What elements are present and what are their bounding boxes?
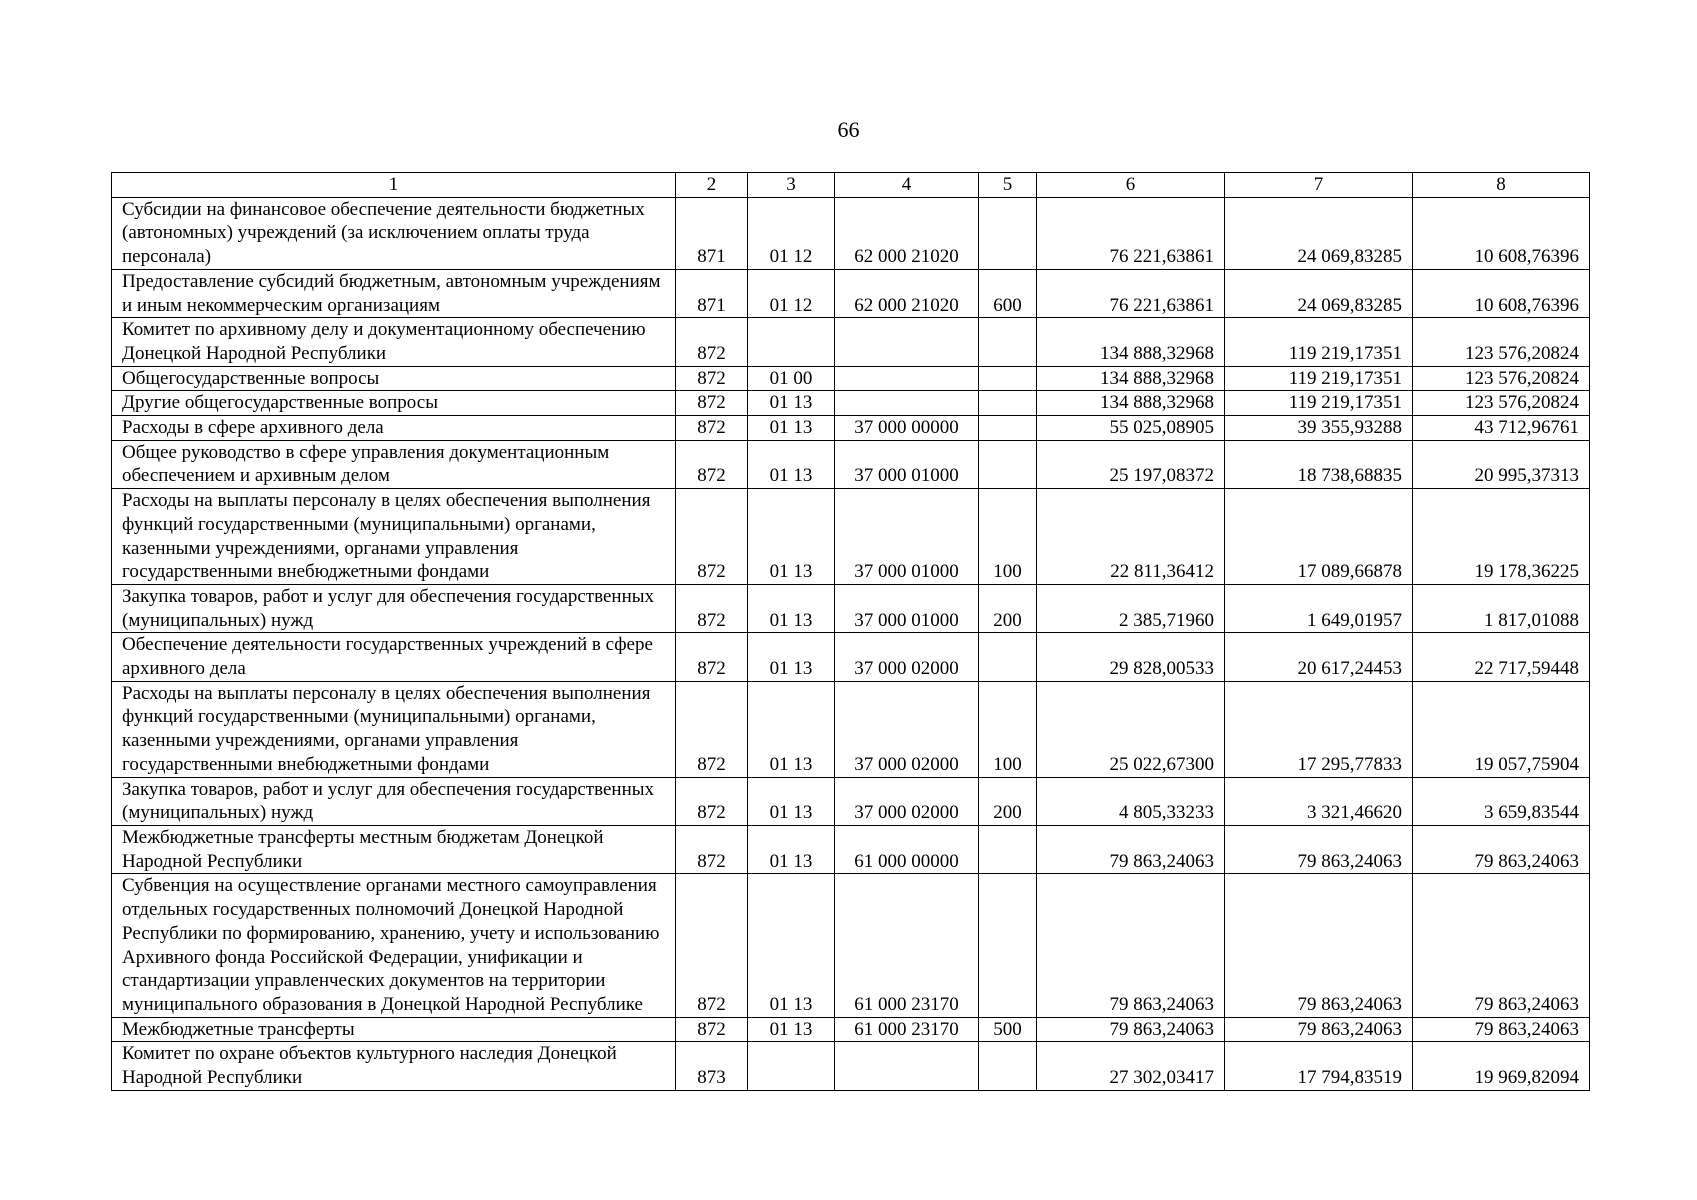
col8-cell: 10 608,76396 — [1413, 197, 1590, 269]
col4-cell: 37 000 02000 — [835, 633, 979, 681]
column-header: 7 — [1225, 173, 1413, 198]
col3-cell: 01 13 — [748, 489, 835, 585]
col7-cell: 24 069,83285 — [1225, 197, 1413, 269]
col6-cell: 134 888,32968 — [1037, 366, 1225, 391]
col2-cell: 872 — [676, 633, 748, 681]
row-name-cell: Расходы на выплаты персоналу в целях обеспечения выполнения функций государственными (муниципальными) органами, казенными учреждениями, органами управления государственными внебюджетными фондами — [112, 489, 676, 585]
col8-cell: 123 576,20824 — [1413, 318, 1590, 366]
col7-cell: 20 617,24453 — [1225, 633, 1413, 681]
col5-cell — [979, 633, 1037, 681]
col4-cell: 62 000 21020 — [835, 197, 979, 269]
row-name-cell: Комитет по архивному делу и документационному обеспечению Донецкой Народной Республики — [112, 318, 676, 366]
table-row — [112, 633, 1590, 681]
col8-cell: 3 659,83544 — [1413, 777, 1590, 825]
col7-cell: 39 355,93288 — [1225, 416, 1413, 441]
col5-cell: 200 — [979, 777, 1037, 825]
col4-cell: 62 000 21020 — [835, 269, 979, 317]
row-name-cell: Закупка товаров, работ и услуг для обеспечения государственных (муниципальных) нужд — [112, 584, 676, 632]
row-name-cell: Расходы в сфере архивного дела — [112, 416, 676, 441]
col8-cell: 20 995,37313 — [1413, 440, 1590, 488]
col7-cell: 17 794,83519 — [1225, 1042, 1413, 1090]
table-row — [112, 440, 1590, 488]
col8-cell: 19 178,36225 — [1413, 489, 1590, 585]
col4-cell: 37 000 02000 — [835, 681, 979, 777]
column-header: 3 — [748, 173, 835, 198]
col8-cell: 79 863,24063 — [1413, 1017, 1590, 1042]
col6-cell: 4 805,33233 — [1037, 777, 1225, 825]
col7-cell: 3 321,46620 — [1225, 777, 1413, 825]
col3-cell: 01 12 — [748, 269, 835, 317]
table-row — [112, 1042, 1590, 1090]
col2-cell: 872 — [676, 874, 748, 1017]
col2-cell: 871 — [676, 197, 748, 269]
col3-cell: 01 13 — [748, 681, 835, 777]
col3-cell: 01 13 — [748, 440, 835, 488]
col7-cell: 119 219,17351 — [1225, 318, 1413, 366]
col7-cell: 119 219,17351 — [1225, 391, 1413, 416]
col6-cell: 134 888,32968 — [1037, 391, 1225, 416]
table-row — [112, 269, 1590, 317]
col7-cell: 79 863,24063 — [1225, 825, 1413, 873]
col7-cell: 24 069,83285 — [1225, 269, 1413, 317]
col5-cell: 100 — [979, 681, 1037, 777]
col3-cell: 01 13 — [748, 633, 835, 681]
table-row — [112, 318, 1590, 366]
col4-cell: 37 000 00000 — [835, 416, 979, 441]
col5-cell — [979, 874, 1037, 1017]
col5-cell — [979, 416, 1037, 441]
col6-cell: 79 863,24063 — [1037, 825, 1225, 873]
table-row — [112, 777, 1590, 825]
col5-cell — [979, 366, 1037, 391]
col3-cell: 01 13 — [748, 777, 835, 825]
row-name-cell: Закупка товаров, работ и услуг для обеспечения государственных (муниципальных) нужд — [112, 777, 676, 825]
col3-cell: 01 13 — [748, 825, 835, 873]
table-row — [112, 1017, 1590, 1042]
budget-table — [111, 172, 1590, 1091]
col6-cell: 25 022,67300 — [1037, 681, 1225, 777]
col7-cell: 18 738,68835 — [1225, 440, 1413, 488]
col2-cell: 872 — [676, 489, 748, 585]
row-name-cell: Комитет по охране объектов культурного наследия Донецкой Народной Республики — [112, 1042, 676, 1090]
col4-cell: 37 000 01000 — [835, 440, 979, 488]
col5-cell — [979, 197, 1037, 269]
row-name-cell: Межбюджетные трансферты местным бюджетам Донецкой Народной Республики — [112, 825, 676, 873]
col2-cell: 872 — [676, 825, 748, 873]
col5-cell — [979, 1042, 1037, 1090]
table-body — [112, 197, 1590, 1090]
row-name-cell: Обеспечение деятельности государственных учреждений в сфере архивного дела — [112, 633, 676, 681]
row-name-cell: Субсидии на финансовое обеспечение деятельности бюджетных (автономных) учреждений (за исключением оплаты труда персонала) — [112, 197, 676, 269]
col2-cell: 872 — [676, 681, 748, 777]
table-row — [112, 416, 1590, 441]
col2-cell: 873 — [676, 1042, 748, 1090]
col6-cell: 22 811,36412 — [1037, 489, 1225, 585]
col6-cell: 76 221,63861 — [1037, 197, 1225, 269]
col6-cell: 79 863,24063 — [1037, 874, 1225, 1017]
row-name-cell: Межбюджетные трансферты — [112, 1017, 676, 1042]
col6-cell: 25 197,08372 — [1037, 440, 1225, 488]
col7-cell: 17 295,77833 — [1225, 681, 1413, 777]
col5-cell — [979, 825, 1037, 873]
col5-cell: 200 — [979, 584, 1037, 632]
row-name-cell: Субвенция на осуществление органами местного самоуправления отдельных государственных полномочий Донецкой Народной Республики по формированию, хранению, учету и использованию Архивного фонда Российской Федерации, унификации и стандартизации управленческих документов на территории муниципального образования в Донецкой Народной Республике — [112, 874, 676, 1017]
col7-cell: 79 863,24063 — [1225, 1017, 1413, 1042]
col4-cell — [835, 318, 979, 366]
col6-cell: 134 888,32968 — [1037, 318, 1225, 366]
col4-cell: 61 000 23170 — [835, 874, 979, 1017]
col5-cell: 600 — [979, 269, 1037, 317]
table-row — [112, 366, 1590, 391]
col8-cell: 1 817,01088 — [1413, 584, 1590, 632]
col6-cell: 29 828,00533 — [1037, 633, 1225, 681]
col2-cell: 872 — [676, 391, 748, 416]
col4-cell — [835, 1042, 979, 1090]
col5-cell: 100 — [979, 489, 1037, 585]
col2-cell: 872 — [676, 318, 748, 366]
col7-cell: 119 219,17351 — [1225, 366, 1413, 391]
col8-cell: 22 717,59448 — [1413, 633, 1590, 681]
col8-cell: 123 576,20824 — [1413, 391, 1590, 416]
row-name-cell: Расходы на выплаты персоналу в целях обеспечения выполнения функций государственными (муниципальными) органами, казенными учреждениями, органами управления государственными внебюджетными фондами — [112, 681, 676, 777]
col2-cell: 872 — [676, 584, 748, 632]
col8-cell: 19 057,75904 — [1413, 681, 1590, 777]
col4-cell: 61 000 23170 — [835, 1017, 979, 1042]
col2-cell: 871 — [676, 269, 748, 317]
col2-cell: 872 — [676, 416, 748, 441]
col7-cell: 79 863,24063 — [1225, 874, 1413, 1017]
table-row — [112, 825, 1590, 873]
col3-cell: 01 13 — [748, 874, 835, 1017]
col4-cell — [835, 391, 979, 416]
col4-cell: 37 000 01000 — [835, 489, 979, 585]
col7-cell: 17 089,66878 — [1225, 489, 1413, 585]
table-row — [112, 197, 1590, 269]
col4-cell: 37 000 01000 — [835, 584, 979, 632]
col6-cell: 79 863,24063 — [1037, 1017, 1225, 1042]
col5-cell — [979, 440, 1037, 488]
col3-cell: 01 12 — [748, 197, 835, 269]
col8-cell: 19 969,82094 — [1413, 1042, 1590, 1090]
col2-cell: 872 — [676, 366, 748, 391]
col2-cell: 872 — [676, 440, 748, 488]
column-header: 2 — [676, 173, 748, 198]
table-row — [112, 489, 1590, 585]
col2-cell: 872 — [676, 1017, 748, 1042]
col4-cell: 37 000 02000 — [835, 777, 979, 825]
col3-cell: 01 13 — [748, 391, 835, 416]
col8-cell: 43 712,96761 — [1413, 416, 1590, 441]
col5-cell — [979, 318, 1037, 366]
table-row — [112, 681, 1590, 777]
col6-cell: 76 221,63861 — [1037, 269, 1225, 317]
column-header: 4 — [835, 173, 979, 198]
col8-cell: 79 863,24063 — [1413, 825, 1590, 873]
column-header: 1 — [112, 173, 676, 198]
column-header: 6 — [1037, 173, 1225, 198]
column-header: 5 — [979, 173, 1037, 198]
col8-cell: 123 576,20824 — [1413, 366, 1590, 391]
col7-cell: 1 649,01957 — [1225, 584, 1413, 632]
col6-cell: 55 025,08905 — [1037, 416, 1225, 441]
column-header: 8 — [1413, 173, 1590, 198]
col5-cell: 500 — [979, 1017, 1037, 1042]
col8-cell: 79 863,24063 — [1413, 874, 1590, 1017]
row-name-cell: Другие общегосударственные вопросы — [112, 391, 676, 416]
row-name-cell: Общее руководство в сфере управления документационным обеспечением и архивным делом — [112, 440, 676, 488]
col5-cell — [979, 391, 1037, 416]
page-number: 66 — [837, 117, 860, 142]
table-row — [112, 584, 1590, 632]
col3-cell: 01 13 — [748, 1017, 835, 1042]
col8-cell: 10 608,76396 — [1413, 269, 1590, 317]
col3-cell: 01 13 — [748, 416, 835, 441]
col6-cell: 2 385,71960 — [1037, 584, 1225, 632]
table-header-row — [112, 173, 1590, 198]
table-row — [112, 391, 1590, 416]
col3-cell — [748, 318, 835, 366]
col6-cell: 27 302,03417 — [1037, 1042, 1225, 1090]
table-row — [112, 874, 1590, 1017]
row-name-cell: Предоставление субсидий бюджетным, автономным учреждениям и иным некоммерческим организациям — [112, 269, 676, 317]
col4-cell: 61 000 00000 — [835, 825, 979, 873]
col3-cell — [748, 1042, 835, 1090]
col3-cell: 01 13 — [748, 584, 835, 632]
row-name-cell: Общегосударственные вопросы — [112, 366, 676, 391]
col3-cell: 01 00 — [748, 366, 835, 391]
col2-cell: 872 — [676, 777, 748, 825]
col4-cell — [835, 366, 979, 391]
